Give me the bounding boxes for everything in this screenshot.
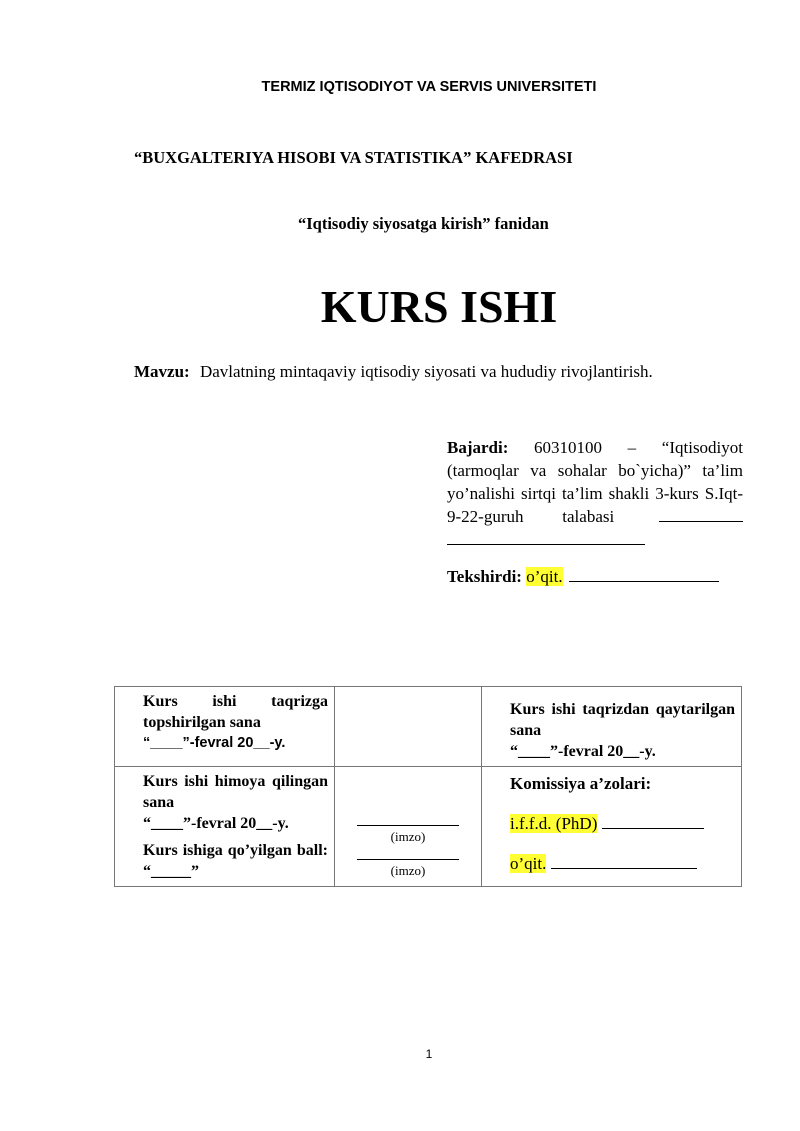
member-1-blank xyxy=(602,813,704,829)
table-row xyxy=(115,767,742,887)
empty-cell xyxy=(335,687,482,767)
topic-label: Mavzu: xyxy=(134,362,190,381)
performer-signature-blank xyxy=(447,529,645,545)
signature-caption-1: (imzo) xyxy=(390,829,426,844)
page-title: KURS ISHI xyxy=(320,281,558,332)
submitted-label: Kurs ishi taqrizga topshirilgan sana xyxy=(143,693,328,731)
review-table xyxy=(114,686,742,887)
topic-line xyxy=(134,362,653,382)
defended-date: “____”-fevral 20__-y. xyxy=(143,815,289,832)
submitted-cell xyxy=(115,687,335,767)
member-2-role: o’qit. xyxy=(510,854,547,873)
checker-line xyxy=(447,566,719,587)
commission-label: Komissiya a’zolari: xyxy=(510,774,652,793)
member-2-blank xyxy=(551,853,697,869)
checker-blank xyxy=(569,566,719,582)
table-row xyxy=(115,687,742,767)
signature-caption-2: (imzo) xyxy=(390,863,426,878)
returned-date: “____”-fevral 20__-y. xyxy=(510,743,656,760)
signature-cell xyxy=(335,767,482,887)
performer-text: 60310100 – “Iqtisodiyot (tarmoqlar va sohalar bo`yicha)” ta’lim yo’nalishi sirtqi ta’lim shakli 3-kurs S.Iqt-9-22-guruh talabasi xyxy=(447,438,744,526)
topic-text: Davlatning mintaqaviy iqtisodiy siyosati va hududiy rivojlantirish. xyxy=(199,362,653,381)
page-number: 1 xyxy=(425,1047,433,1061)
checker-label: Tekshirdi: xyxy=(447,567,522,586)
returned-cell xyxy=(482,687,742,767)
grade-label: Kurs ishiga qo’yilgan ball: “_____” xyxy=(143,842,328,880)
member-1-role: i.f.f.d. (PhD) xyxy=(510,814,598,833)
checker-role: o’qit. xyxy=(526,567,563,586)
performer-name-blank xyxy=(659,506,743,522)
commission-cell xyxy=(482,767,742,887)
defended-cell xyxy=(115,767,335,887)
university-name: TERMIZ IQTISODIYOT VA SERVIS UNIVERSITETI xyxy=(261,79,597,95)
commission-member-1 xyxy=(510,813,735,834)
performer-block xyxy=(447,436,743,551)
performer-label: Bajardi: xyxy=(447,438,509,457)
subject-line: “Iqtisodiy siyosatga kirish” fanidan xyxy=(298,214,549,233)
department-name: “BUXGALTERIYA HISOBI VA STATISTIKA” KAFEDRASI xyxy=(134,148,573,167)
commission-member-2 xyxy=(510,853,735,874)
submitted-date: “____”-fevral 20__-y. xyxy=(143,735,286,751)
defended-label: Kurs ishi himoya qilingan sana xyxy=(143,773,328,811)
returned-label: Kurs ishi taqrizdan qaytarilgan sana xyxy=(510,701,735,739)
